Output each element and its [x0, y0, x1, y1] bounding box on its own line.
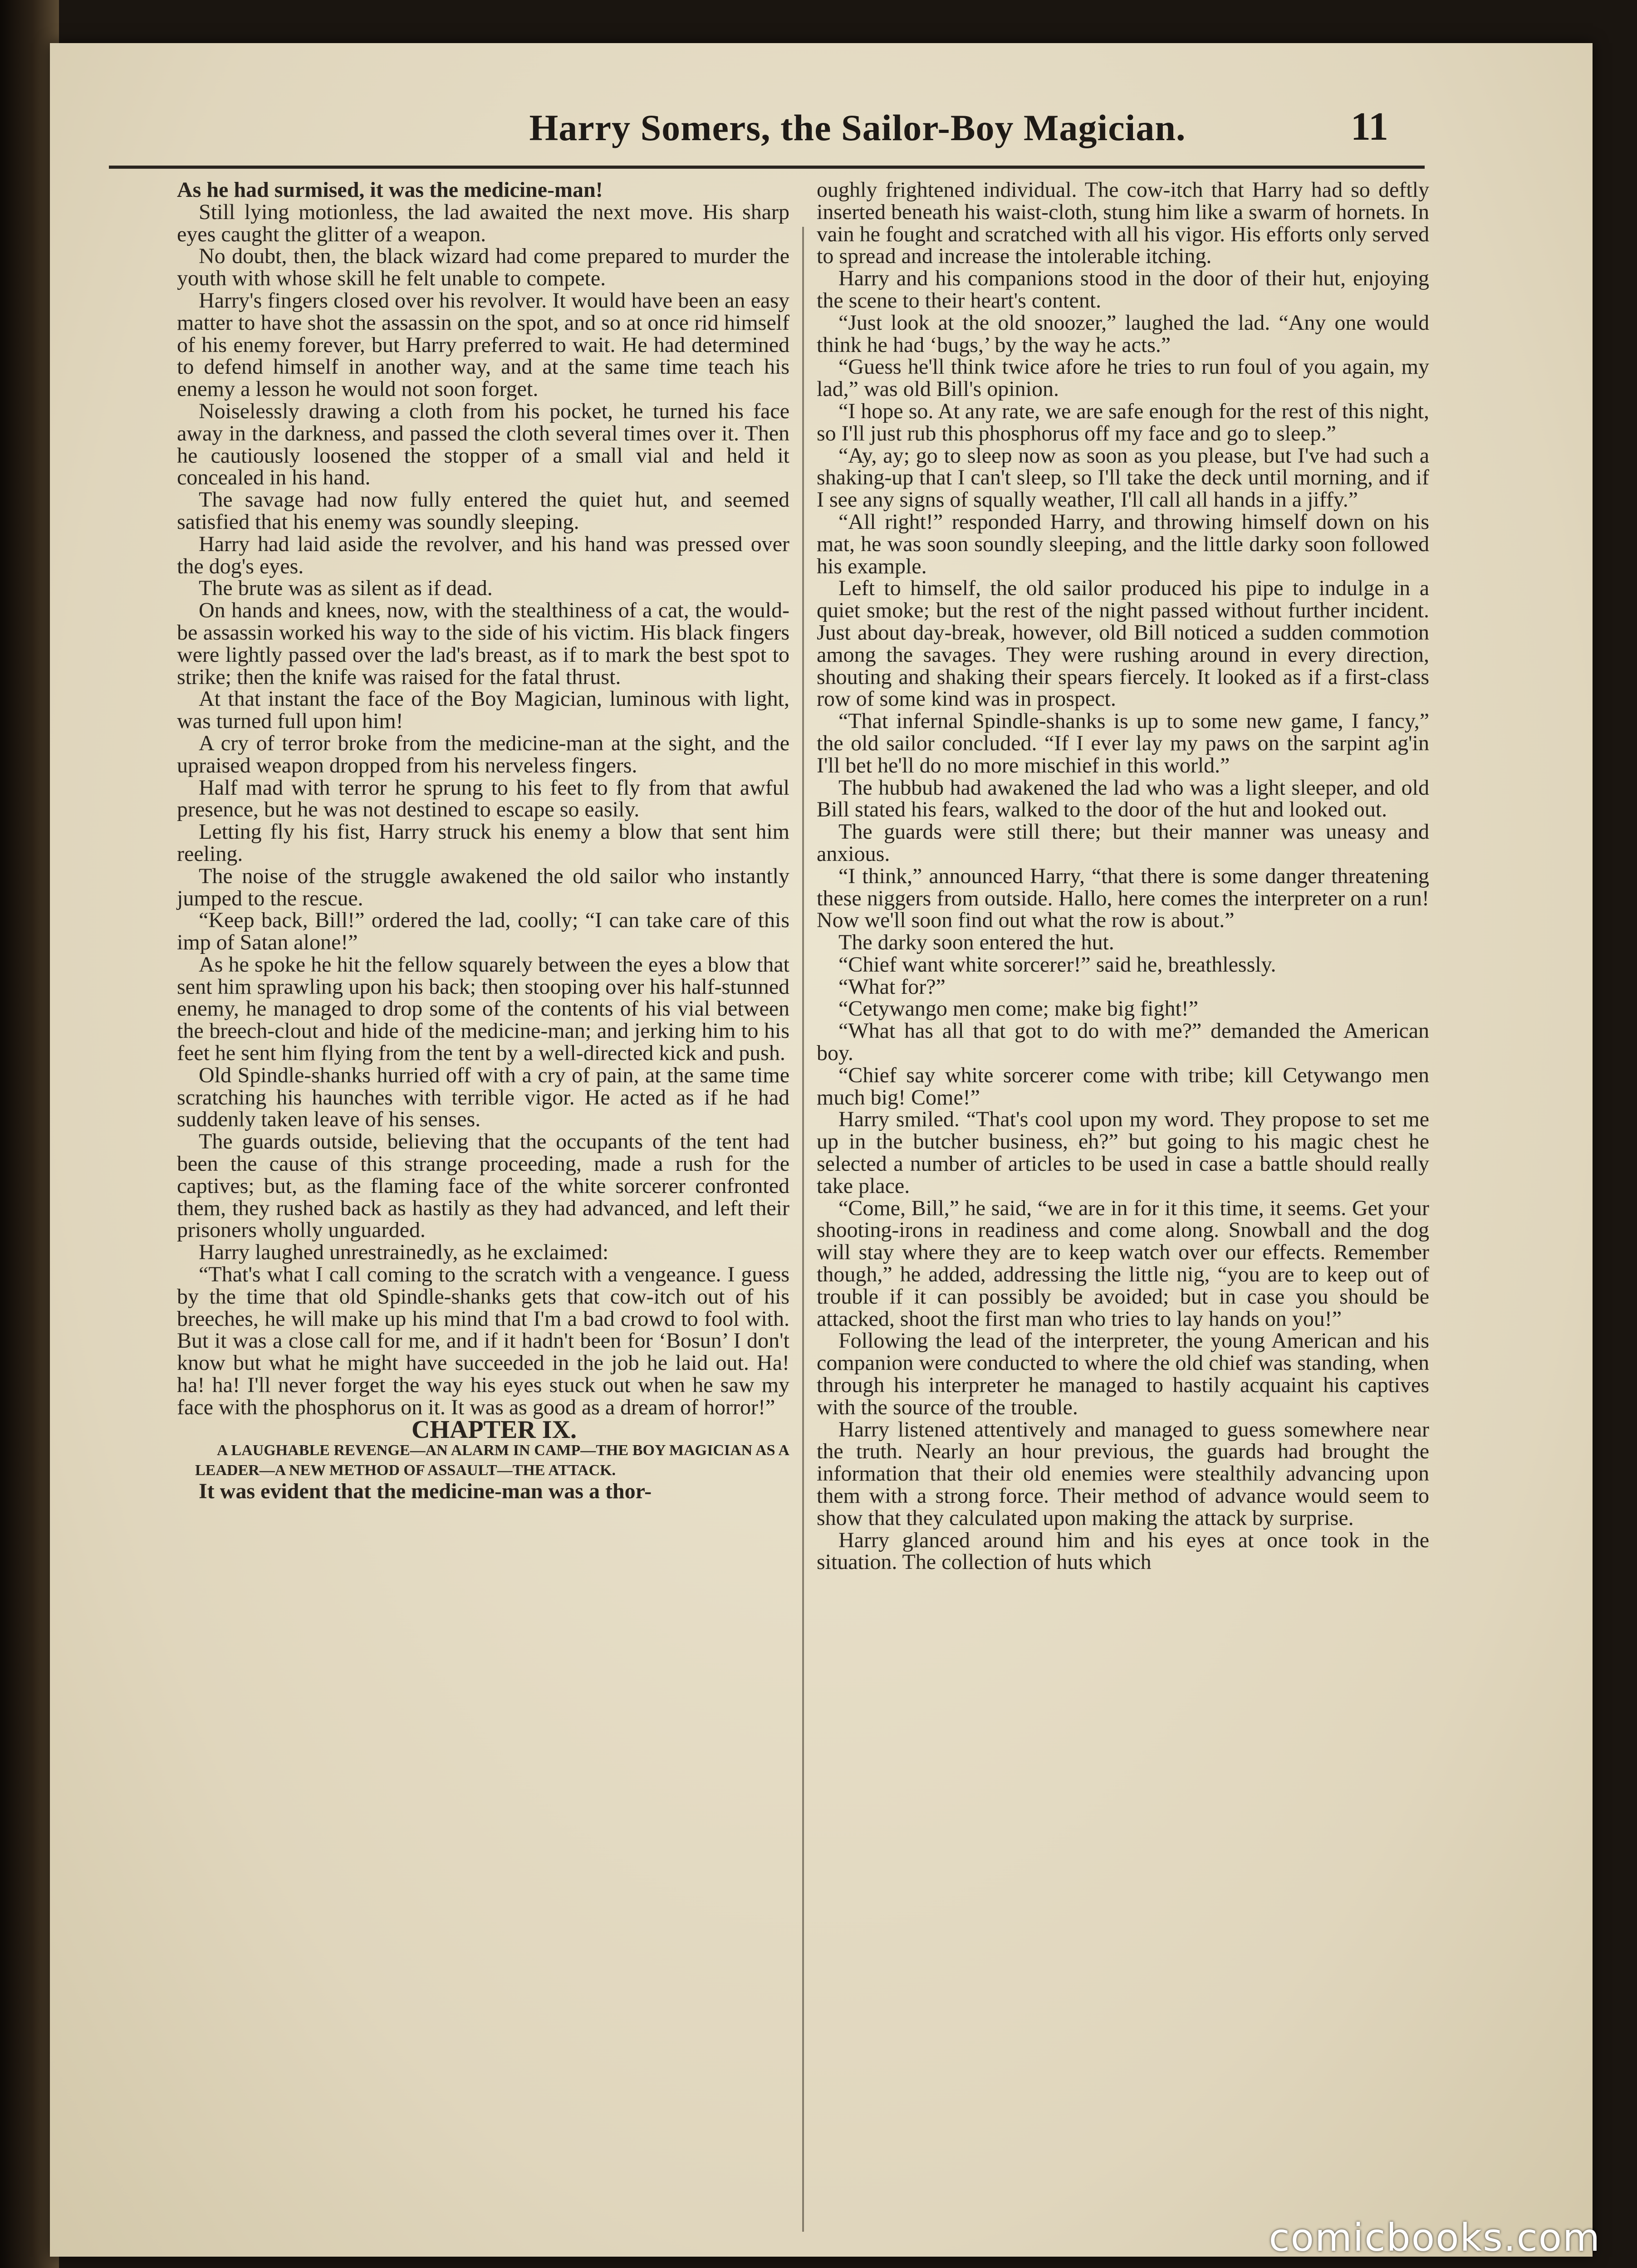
paragraph: The guards were still there; but their manner was uneasy and anxious.	[817, 820, 1429, 866]
right-column	[817, 179, 1429, 1574]
paragraph: “That's what I call coming to the scratch with a vengeance. I guess by the time that old Spindle-shanks gets that cow-itch out of his breeches, he will make up his mind that I'm a bad crowd to fool with. But it was a close call for me, and if it hadn't been for ‘Bosun’ I don't know but what he might have succeeded in the job he laid out. Ha! ha! ha! I'll never forget the way his eyes stuck out when he saw my face with the phosphorus on it. It was as good as a dream of horror!”	[177, 1262, 789, 1419]
paragraph: Harry smiled. “That's cool upon my word. They propose to set me up in the butcher business, eh?” but going to his magic chest he selected a number of articles to be used in case a battle should really take place.	[817, 1107, 1429, 1198]
paragraph: “Come, Bill,” he said, “we are in for it this time, it seems. Get your shooting-irons in readiness and come along. Snowball and the dog will stay where they are to keep watch over our effects. Remember though,” he added, addressing the little nig, “you are to keep out of trouble if it can possibly be avoided; but in case you should be attacked, shoot the first man who tries to lay hands on you!”	[817, 1196, 1429, 1331]
paragraph: As he spoke he hit the fellow squarely between the eyes a blow that sent him sprawling upon his back; then stooping over his half-stunned enemy, he managed to drop some of the contents of his vial between the breech-clout and hide of the medicine-man; and jerking him to his feet he sent him flying from the tent by a well-directed kick and push.	[177, 952, 789, 1066]
paragraph: “Keep back, Bill!” ordered the lad, coolly; “I can take care of this imp of Satan alone!”	[177, 908, 789, 955]
paragraph: “All right!” responded Harry, and throwing himself down on his mat, he was soon soundly sleeping, and the little darky soon followed his example.	[817, 509, 1429, 578]
paragraph: The brute was as silent as if dead.	[199, 576, 493, 601]
paragraph: Harry had laid aside the revolver, and his hand was pressed over the dog's eyes.	[177, 532, 789, 578]
paragraph: Letting fly his fist, Harry struck his enemy a blow that sent him reeling.	[177, 820, 789, 866]
page-header	[109, 107, 1425, 169]
chapter-opening: It was evident that the medicine-man was a thor-	[199, 1479, 652, 1504]
paragraph: The hubbub had awakened the lad who was a light sleeper, and old Bill stated his fears, walked to the door of the hut and looked out.	[817, 775, 1429, 822]
paragraph: Old Spindle-shanks hurried off with a cry of pain, at the same time scratching his haunches with terrible vigor. He acted as if he had suddenly taken leave of his senses.	[177, 1063, 789, 1132]
paragraph: Still lying motionless, the lad awaited the next move. His sharp eyes caught the glitter of a weapon.	[177, 200, 789, 246]
chapter-heading: CHAPTER IX.	[411, 1415, 577, 1444]
page-number: 11	[1350, 105, 1388, 149]
paragraph: “I think,” announced Harry, “that there is some danger threatening these niggers from outside. Hallo, here comes the interpreter on a run! Now we'll soon find out what the row is about.”	[817, 864, 1429, 933]
paragraph: No doubt, then, the black wizard had come prepared to murder the youth with whose skill he felt unable to compete.	[177, 244, 789, 291]
paragraph: At that instant the face of the Boy Magician, luminous with light, was turned full upon him!	[177, 687, 789, 733]
paragraph: As he had surmised, it was the medicine-man!	[177, 178, 603, 202]
paragraph: A cry of terror broke from the medicine-man at the sight, and the upraised weapon dropped from his nerveless fingers.	[177, 731, 789, 777]
paragraph: “Just look at the old snoozer,” laughed the lad. “Any one would think he had ‘bugs,’ by the way he acts.”	[817, 310, 1429, 357]
paragraph: “What has all that got to do with me?” demanded the American boy.	[817, 1019, 1429, 1066]
paragraph: “That infernal Spindle-shanks is up to some new game, I fancy,” the old sailor concluded. “If I ever lay my paws on the sarpint ag'in I'll bet he'll do no more mischief in this world.”	[817, 709, 1429, 777]
paragraph: The darky soon entered the hut.	[838, 930, 1114, 955]
paragraph: The noise of the struggle awakened the old sailor who instantly jumped to the rescue.	[177, 864, 789, 910]
paragraph: On hands and knees, now, with the stealthiness of a cat, the would-be assassin worked his way to the side of his victim. His black fingers were lightly passed over the lad's breast, as if to mark the best spot to strike; then the knife was raised for the fatal thrust.	[177, 598, 789, 689]
paragraph: Harry listened attentively and managed to guess somewhere near the truth. Nearly an hour previous, the guards had brought the information that their old enemies were stealthily advancing upon them with a strong force. Their method of advance would seem to show that they calculated upon making the attack by surprise.	[817, 1417, 1429, 1530]
paragraph: Harry and his companions stood in the door of their hut, enjoying the scene to their heart's content.	[817, 266, 1429, 313]
paragraph: The guards outside, believing that the occupants of the tent had been the cause of this strange proceeding, made a rush for the captives; but, as the flaming face of the white sorcerer confronted them, they rushed back as hastily as they had advanced, and left their prisoners wholly unguarded.	[177, 1129, 789, 1242]
paragraph: Harry laughed unrestrainedly, as he exclaimed:	[199, 1240, 609, 1265]
column-divider	[802, 227, 804, 2232]
paragraph: “What for?”	[838, 974, 946, 999]
paragraph: “I hope so. At any rate, we are safe enough for the rest of this night, so I'll just rub this phosphorus off my face and go to sleep.”	[817, 399, 1429, 445]
chapter-synopsis: A LAUGHABLE REVENGE—AN ALARM IN CAMP—THE BOY MAGICIAN AS A LEADER—A NEW METHOD OF ASSAULT—THE ATTACK.	[195, 1442, 789, 1479]
paragraph: Following the lead of the interpreter, the young American and his companion were conducted to where the old chief was standing, when through his interpreter he managed to hastily acquaint his captives with the source of the trouble.	[817, 1329, 1429, 1419]
paragraph: Harry glanced around him and his eyes at once took in the situation. The collection of huts which	[817, 1528, 1429, 1574]
left-column	[177, 179, 789, 1503]
paragraph: “Cetywango men come; make big fight!”	[838, 997, 1199, 1021]
paragraph: “Chief want white sorcerer!” said he, breathlessly.	[838, 952, 1276, 977]
paragraph: oughly frightened individual. The cow-itch that Harry had so deftly inserted beneath his waist-cloth, stung him like a swarm of hornets. In vain he fought and scratched with all his vigor. His efforts only served to spread and increase the intolerable itching.	[817, 178, 1429, 269]
paragraph: Noiselessly drawing a cloth from his pocket, he turned his face away in the darkness, and passed the cloth several times over it. Then he cautiously loosened the stopper of a small vial and held it concealed in his hand.	[177, 399, 789, 490]
paragraph: “Guess he'll think twice afore he tries to run foul of you again, my lad,” was old Bill's opinion.	[817, 355, 1429, 401]
running-title: Harry Somers, the Sailor-Boy Magician.	[529, 107, 1186, 148]
paragraph: Half mad with terror he sprung to his feet to fly from that awful presence, but he was not destined to escape so easily.	[177, 775, 789, 822]
paragraph: “Chief say white sorcerer come with tribe; kill Cetywango men much big! Come!”	[817, 1063, 1429, 1110]
paragraph: The savage had now fully entered the quiet hut, and seemed satisfied that his enemy was soundly sleeping.	[177, 488, 789, 534]
paragraph: Harry's fingers closed over his revolver. It would have been an easy matter to have shot the assassin on the spot, and so at once rid himself of his enemy forever, but Harry preferred to wait. He had determined to defend himself in another way, and at the same time teach his enemy a lesson he would not soon forget.	[177, 288, 789, 401]
watermark: comicbooks.com	[1269, 2215, 1601, 2260]
paragraph: “Ay, ay; go to sleep now as soon as you please, but I've had such a shaking-up that I can't sleep, so I'll take the deck until morning, and if I see any signs of squally weather, I'll call all hands in a jiffy.”	[817, 443, 1429, 512]
paragraph: Left to himself, the old sailor produced his pipe to indulge in a quiet smoke; but the rest of the night passed without further incident. Just about day-break, however, old Bill noticed a sudden commotion among the savages. They were rushing around in every direction, shouting and shaking their spears fiercely. It looked as if a first-class row of some kind was in prospect.	[817, 576, 1429, 711]
